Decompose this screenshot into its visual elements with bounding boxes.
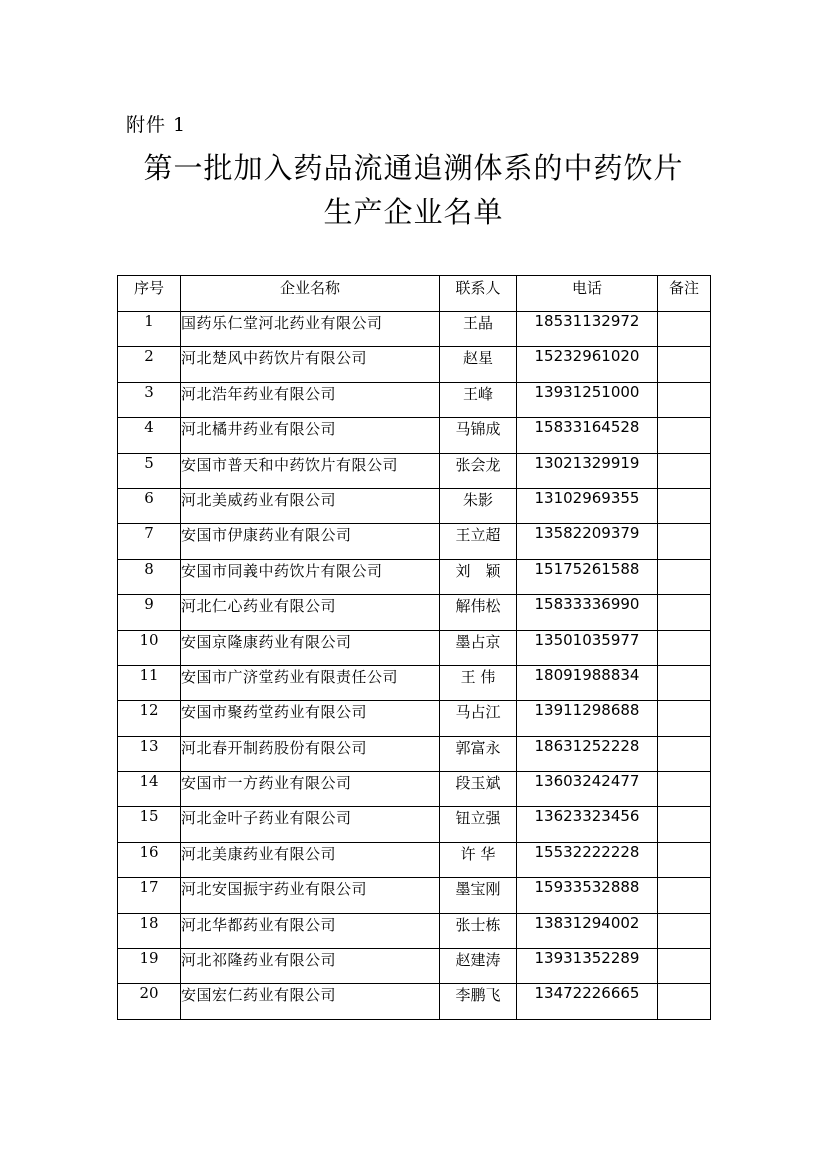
cell-remarks [658,488,711,523]
cell-contact-person: 墨占京 [440,630,517,665]
cell-contact-person: 墨宝刚 [440,878,517,913]
cell-remarks [658,949,711,984]
cell-phone-number: 13021329919 [517,453,658,488]
cell-remarks [658,347,711,382]
table-row [118,559,711,594]
cell-serial-number: 14 [118,772,181,807]
cell-contact-person: 张会龙 [440,453,517,488]
cell-serial-number: 7 [118,524,181,559]
cell-phone-number: 13911298688 [517,701,658,736]
cell-company-name: 安国市普天和中药饮片有限公司 [181,453,440,488]
cell-company-name: 河北橘井药业有限公司 [181,418,440,453]
cell-serial-number: 13 [118,736,181,771]
cell-phone-number: 18631252228 [517,736,658,771]
header-contact-person: 联系人 [440,276,517,312]
cell-remarks [658,382,711,417]
cell-phone-number: 13931251000 [517,382,658,417]
cell-company-name: 河北浩年药业有限公司 [181,382,440,417]
cell-remarks [658,842,711,877]
cell-company-name: 河北仁心药业有限公司 [181,595,440,630]
cell-phone-number: 15833164528 [517,418,658,453]
cell-phone-number: 13931352289 [517,949,658,984]
cell-serial-number: 4 [118,418,181,453]
cell-company-name: 河北祁隆药业有限公司 [181,949,440,984]
cell-serial-number: 9 [118,595,181,630]
table-row [118,524,711,559]
cell-phone-number: 15175261588 [517,559,658,594]
cell-contact-person: 王 伟 [440,665,517,700]
cell-remarks [658,559,711,594]
cell-contact-person: 钮立强 [440,807,517,842]
table-row [118,984,711,1019]
cell-serial-number: 19 [118,949,181,984]
table-row [118,488,711,523]
cell-remarks [658,312,711,347]
cell-company-name: 河北金叶子药业有限公司 [181,807,440,842]
attachment-label: 附件 1 [126,114,187,136]
cell-serial-number: 20 [118,984,181,1019]
cell-company-name: 安国市伊康药业有限公司 [181,524,440,559]
cell-remarks [658,736,711,771]
cell-contact-person: 王峰 [440,382,517,417]
table-row [118,949,711,984]
cell-contact-person: 马占江 [440,701,517,736]
cell-remarks [658,807,711,842]
cell-serial-number: 11 [118,665,181,700]
cell-phone-number: 15933532888 [517,878,658,913]
cell-phone-number: 15232961020 [517,347,658,382]
cell-company-name: 安国市聚药堂药业有限公司 [181,701,440,736]
cell-contact-person: 许 华 [440,842,517,877]
cell-contact-person: 王晶 [440,312,517,347]
cell-contact-person: 解伟松 [440,595,517,630]
table-row [118,736,711,771]
cell-contact-person: 张士栋 [440,913,517,948]
cell-serial-number: 15 [118,807,181,842]
cell-company-name: 河北春开制药股份有限公司 [181,736,440,771]
table-row [118,665,711,700]
cell-company-name: 安国市广济堂药业有限责任公司 [181,665,440,700]
table-row [118,630,711,665]
cell-phone-number: 18091988834 [517,665,658,700]
cell-phone-number: 13831294002 [517,913,658,948]
cell-remarks [658,701,711,736]
cell-contact-person: 王立超 [440,524,517,559]
cell-serial-number: 6 [118,488,181,523]
cell-phone-number: 13472226665 [517,984,658,1019]
table-header-row [118,276,711,312]
cell-remarks [658,665,711,700]
table-row [118,842,711,877]
cell-remarks [658,878,711,913]
cell-remarks [658,772,711,807]
cell-contact-person: 马锦成 [440,418,517,453]
table-row [118,913,711,948]
cell-phone-number: 13582209379 [517,524,658,559]
cell-serial-number: 18 [118,913,181,948]
cell-company-name: 河北美威药业有限公司 [181,488,440,523]
cell-company-name: 河北美康药业有限公司 [181,842,440,877]
cell-company-name: 国药乐仁堂河北药业有限公司 [181,312,440,347]
cell-contact-person: 赵建涛 [440,949,517,984]
table-row [118,772,711,807]
document-title-line2: 生产企业名单 [323,195,504,229]
cell-serial-number: 1 [118,312,181,347]
cell-contact-person: 郭富永 [440,736,517,771]
table-row [118,701,711,736]
cell-company-name: 河北安国振宇药业有限公司 [181,878,440,913]
cell-contact-person: 赵星 [440,347,517,382]
table-row [118,807,711,842]
cell-phone-number: 13501035977 [517,630,658,665]
cell-contact-person: 朱影 [440,488,517,523]
cell-serial-number: 8 [118,559,181,594]
cell-company-name: 河北华都药业有限公司 [181,913,440,948]
cell-remarks [658,453,711,488]
cell-remarks [658,984,711,1019]
cell-remarks [658,595,711,630]
cell-company-name: 河北楚风中药饮片有限公司 [181,347,440,382]
cell-company-name: 安国市同義中药饮片有限公司 [181,559,440,594]
cell-serial-number: 16 [118,842,181,877]
header-phone: 电话 [517,276,658,312]
table-row [118,878,711,913]
cell-serial-number: 2 [118,347,181,382]
company-list-table [117,275,711,1020]
cell-contact-person: 段玉斌 [440,772,517,807]
cell-remarks [658,630,711,665]
cell-phone-number: 13102969355 [517,488,658,523]
cell-contact-person: 刘 颖 [440,559,517,594]
cell-serial-number: 3 [118,382,181,417]
table-row [118,453,711,488]
cell-phone-number: 13623323456 [517,807,658,842]
cell-company-name: 安国市一方药业有限公司 [181,772,440,807]
table-row [118,347,711,382]
cell-contact-person: 李鹏飞 [440,984,517,1019]
header-remarks: 备注 [658,276,711,312]
table-row [118,382,711,417]
cell-phone-number: 18531132972 [517,312,658,347]
table-row [118,418,711,453]
cell-phone-number: 15532222228 [517,842,658,877]
cell-phone-number: 15833336990 [517,595,658,630]
cell-remarks [658,524,711,559]
header-serial-number: 序号 [118,276,181,312]
document-title-line1: 第一批加入药品流通追溯体系的中药饮片 [143,151,684,185]
cell-serial-number: 17 [118,878,181,913]
cell-company-name: 安国京隆康药业有限公司 [181,630,440,665]
header-company-name: 企业名称 [181,276,440,312]
cell-company-name: 安国宏仁药业有限公司 [181,984,440,1019]
cell-remarks [658,418,711,453]
cell-phone-number: 13603242477 [517,772,658,807]
cell-serial-number: 10 [118,630,181,665]
cell-remarks [658,913,711,948]
cell-serial-number: 5 [118,453,181,488]
table-row [118,595,711,630]
cell-serial-number: 12 [118,701,181,736]
table-row [118,312,711,347]
